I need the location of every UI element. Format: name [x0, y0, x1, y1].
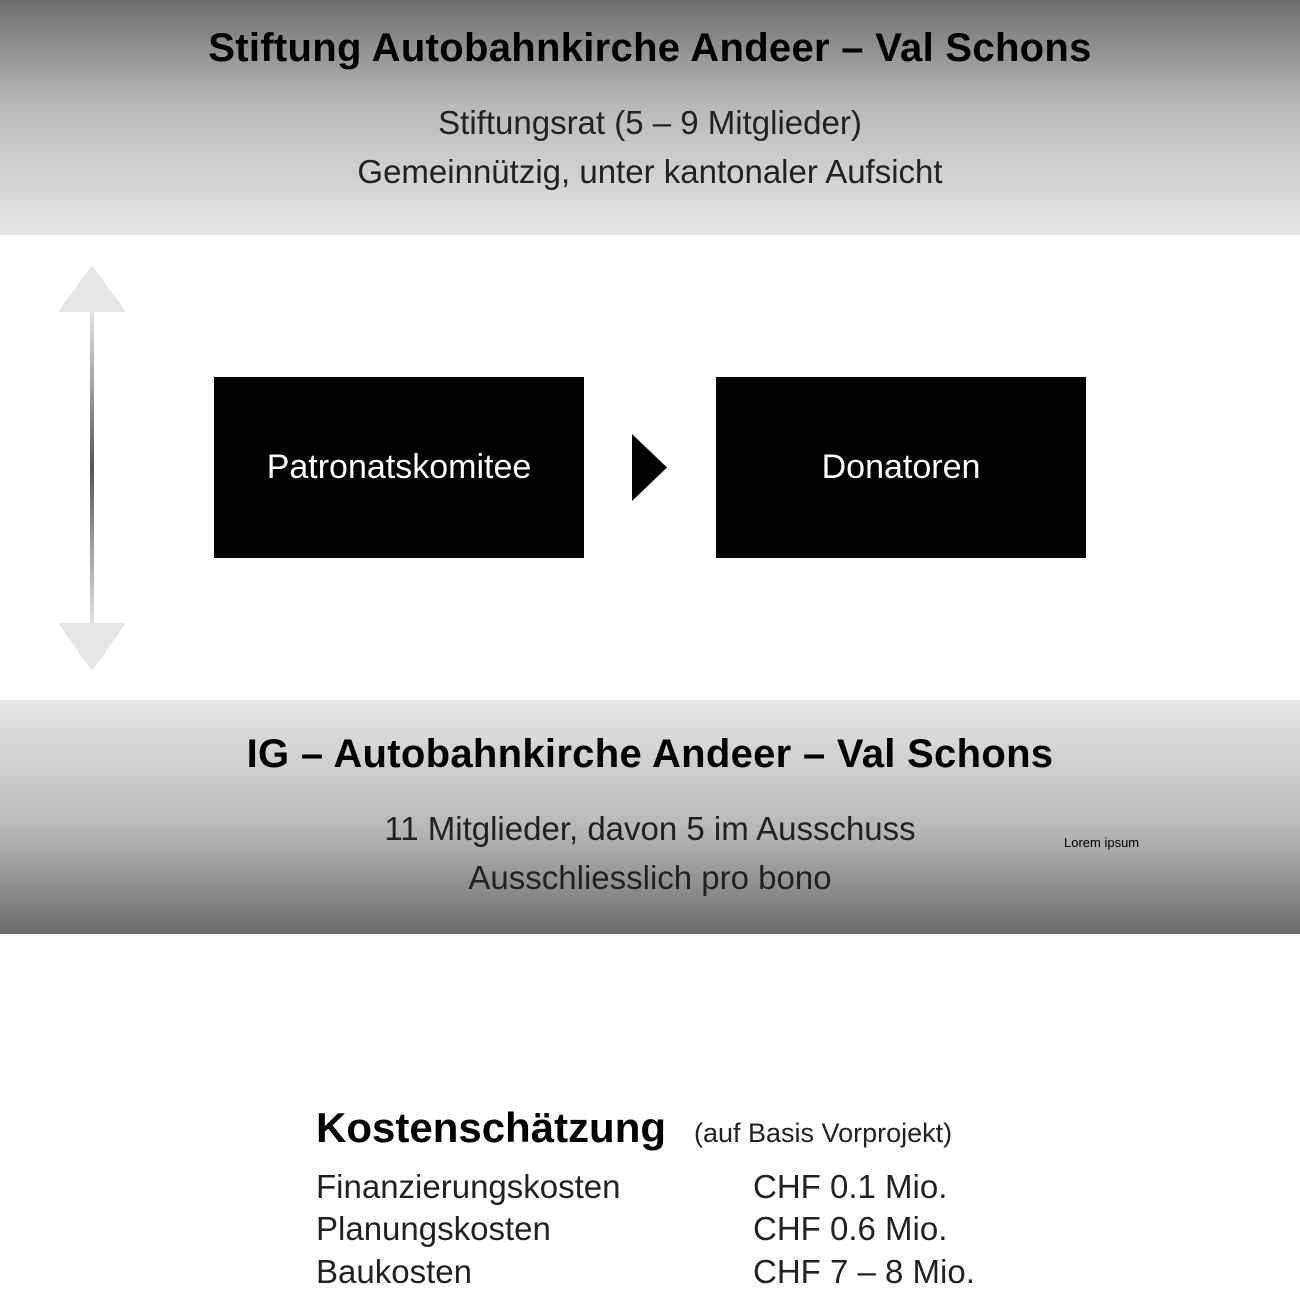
patronage-committee-label: Patronatskomitee	[266, 448, 532, 486]
foundation-board-info: Stiftungsrat (5 – 9 Mitglieder)	[438, 104, 862, 141]
cost-label: Planungskosten	[316, 1210, 551, 1247]
interest-group-members-info: 11 Mitglieder, davon 5 im Ausschuss	[384, 810, 916, 847]
foundation-status-info: Gemeinnützig, unter kantonaler Aufsicht	[357, 153, 943, 190]
patronage-committee-box	[214, 377, 584, 558]
cost-label: Baukosten	[316, 1253, 472, 1290]
placeholder-note: Lorem ipsum	[1064, 835, 1140, 850]
double-arrow-icon	[58, 265, 126, 671]
arrow-down-head	[58, 623, 126, 671]
interest-group-title: IG – Autobahnkirche Andeer – Val Schons	[246, 732, 1054, 776]
cost-row	[316, 1253, 1036, 1295]
donors-label: Donatoren	[821, 448, 981, 486]
foundation-band	[0, 0, 1300, 235]
cost-value: CHF 0.1 Mio.	[753, 1168, 948, 1205]
arrow-up-head	[58, 265, 126, 312]
cost-label: Finanzierungskosten	[316, 1168, 621, 1205]
interest-group-pro-bono-info: Ausschliesslich pro bono	[468, 859, 832, 896]
cost-estimate-subtitle: (auf Basis Vorprojekt)	[694, 1118, 953, 1148]
cost-estimate-title: Kostenschätzung	[316, 1104, 667, 1151]
arrow-shaft	[90, 310, 94, 626]
cost-row	[316, 1168, 1036, 1210]
donors-box	[716, 377, 1086, 558]
foundation-title: Stiftung Autobahnkirche Andeer – Val Schons	[208, 26, 1092, 70]
interest-group-band	[0, 700, 1300, 934]
cost-row	[316, 1210, 1036, 1252]
cost-value: CHF 0.6 Mio.	[753, 1210, 948, 1247]
chevron-right-icon	[632, 434, 667, 501]
cost-value: CHF 7 – 8 Mio.	[753, 1253, 975, 1290]
